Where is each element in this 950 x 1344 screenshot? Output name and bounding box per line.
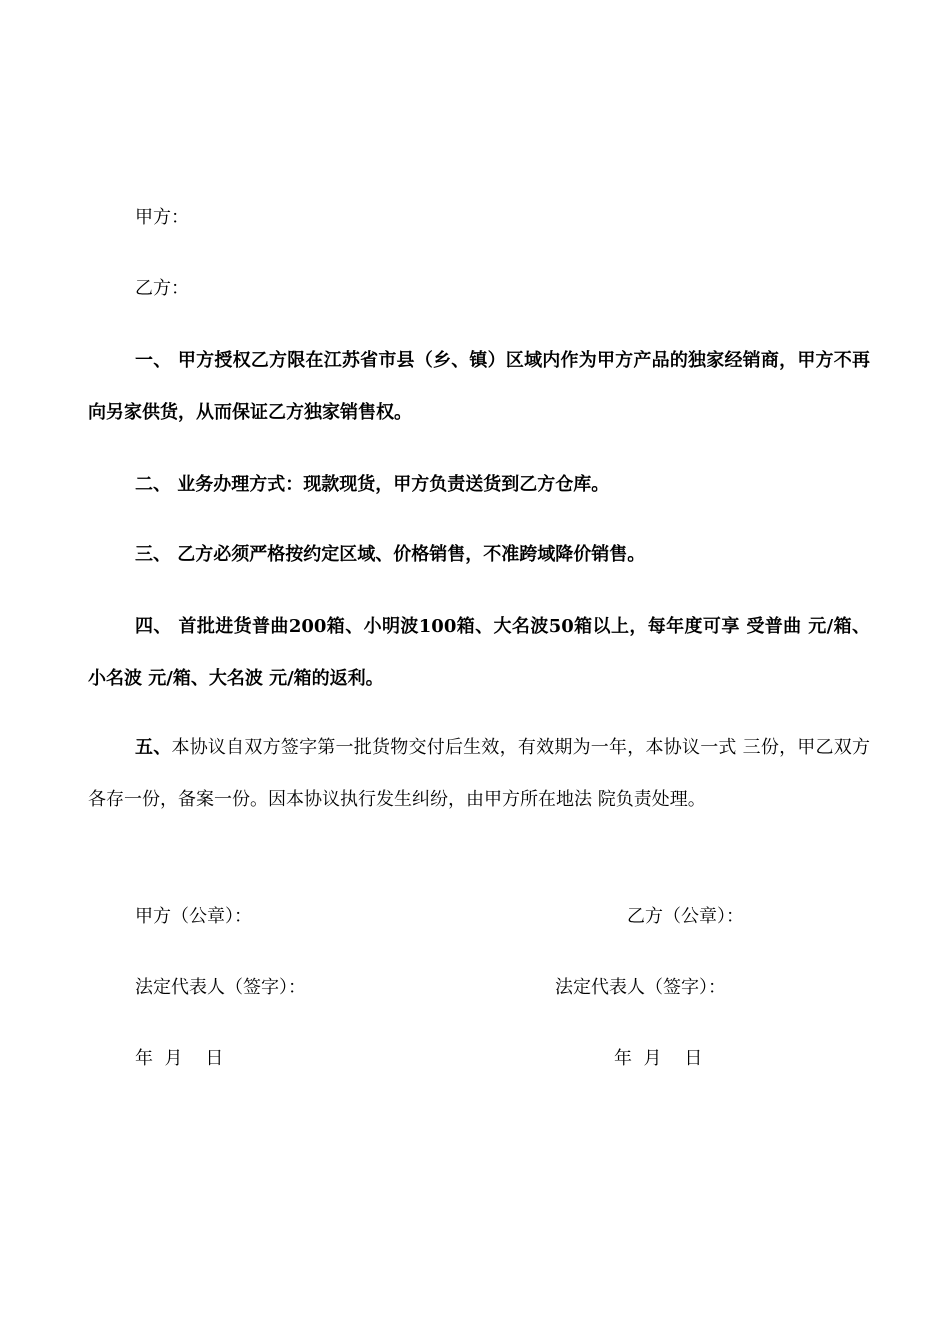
party-a-label: 甲方：	[135, 207, 189, 228]
clause-5-text: 本协议自双方签字第一批货物交付后生效，有效期为一年，本协议一式 三份，甲乙双方各存一份，备案一份。因本协议执行发生纠纷，由甲方所在地法 院负责处理。	[88, 737, 871, 810]
clause-1: 一、 甲方授权乙方限在江苏省市县（乡、镇）区域内作为甲方产品的独家经销商，甲方不再向另家供货，从而保证乙方独家销售权。	[88, 350, 870, 423]
party-b-rep-label: 法定代表人（签字）：	[555, 977, 726, 998]
party-a-seal-label: 甲方（公章）：	[135, 906, 252, 927]
party-b-label: 乙方：	[135, 278, 189, 299]
clause-5	[88, 722, 870, 826]
party-b-date: 年 月 日	[614, 1048, 703, 1069]
party-a-date: 年 月 日	[135, 1048, 224, 1069]
clause-2: 二、 业务办理方式：现款现货，甲方负责送货到乙方仓库。	[135, 474, 610, 495]
party-b-seal-label: 乙方（公章）：	[627, 906, 744, 927]
clause-5-number: 五、	[135, 737, 172, 758]
clause-3: 三、 乙方必须严格按约定区域、价格销售，不准跨域降价销售。	[135, 544, 646, 565]
party-a-rep-label: 法定代表人（签字）：	[135, 977, 306, 998]
clause-4: 四、 首批进货普曲200箱、小明波100箱、大名波50箱以上，每年度可享 受普曲 元/箱、小名波 元/箱、大名波 元/箱的返利。	[88, 616, 870, 689]
